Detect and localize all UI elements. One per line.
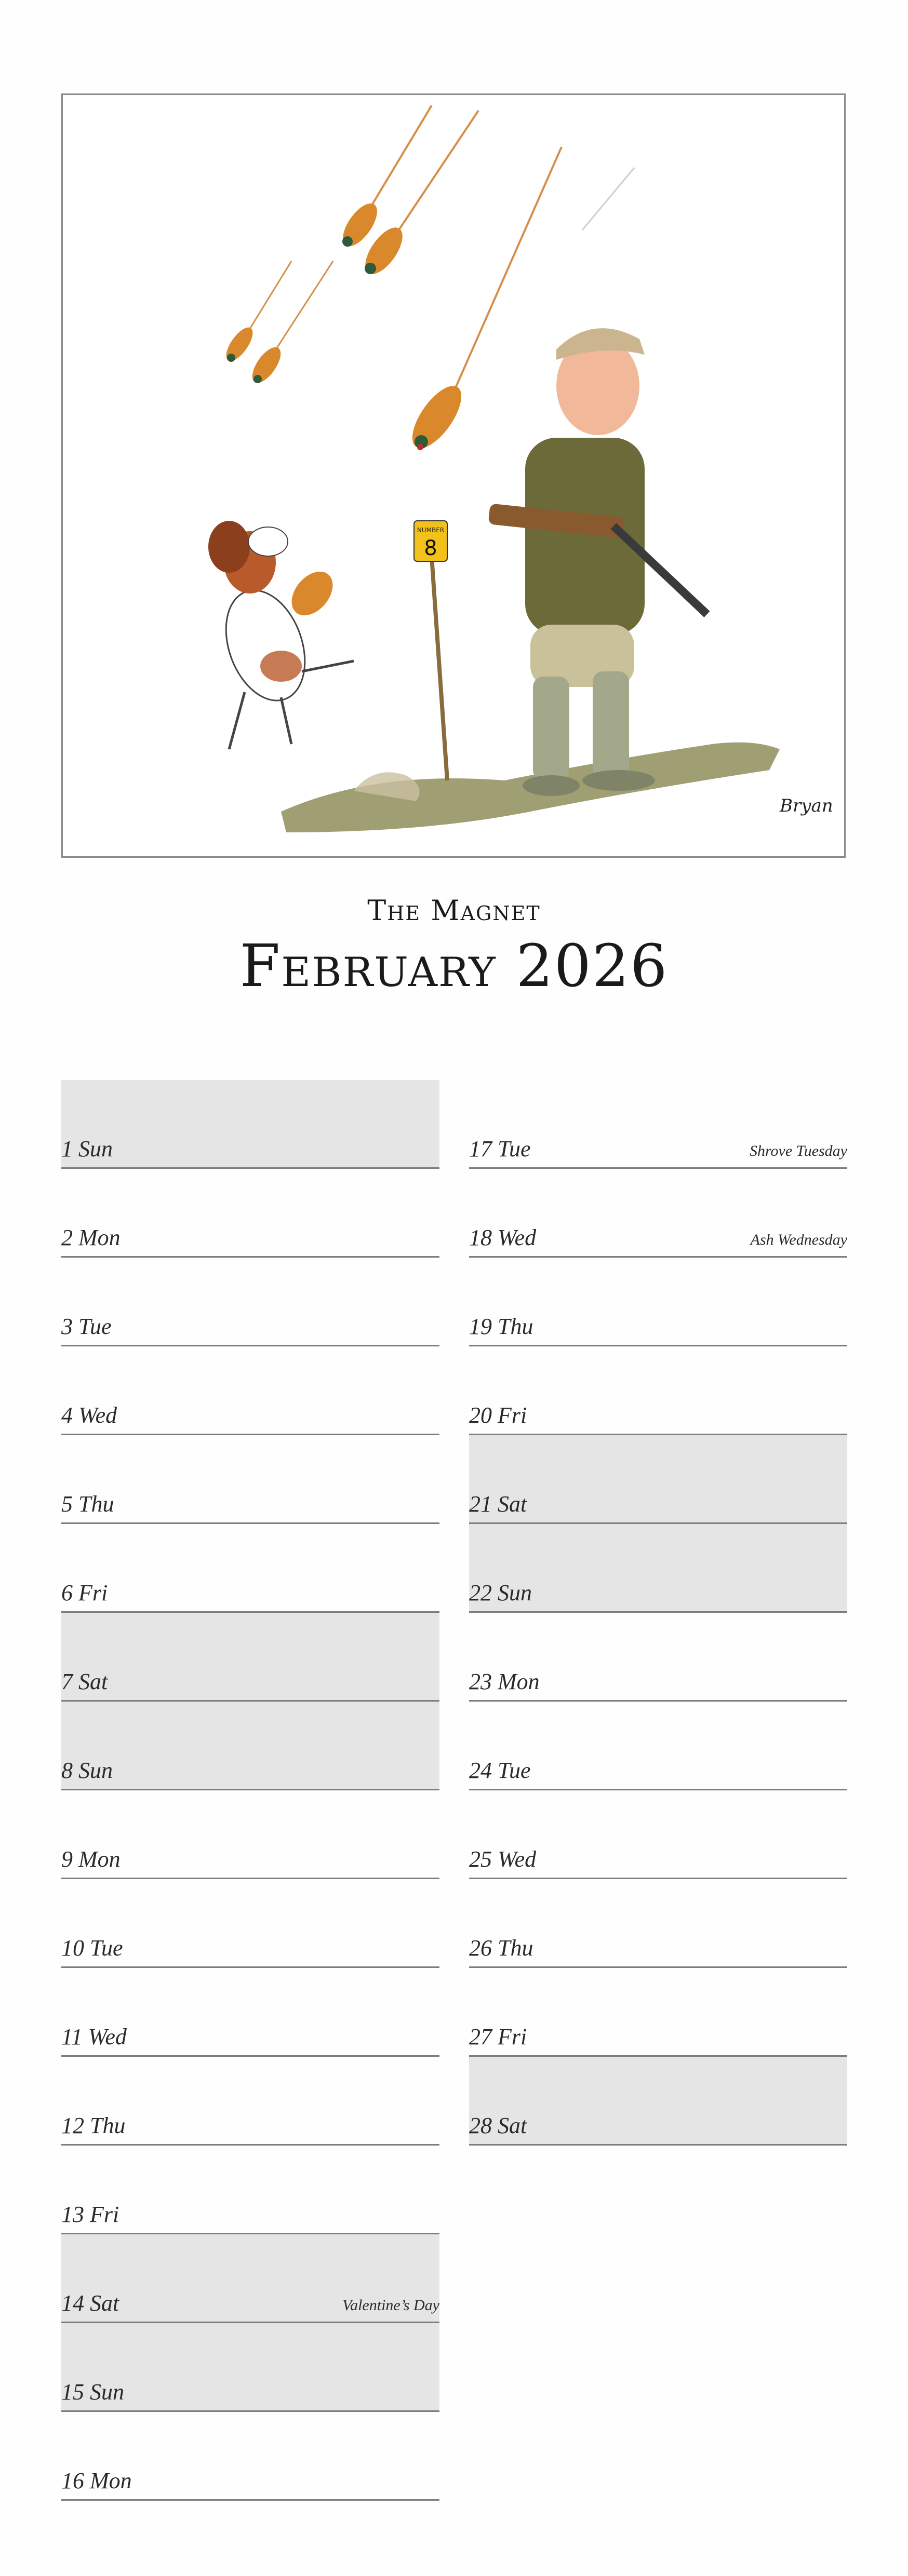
pheasant-4 [247, 261, 333, 387]
calendar-column-right [469, 1080, 847, 2146]
pheasant-3 [221, 261, 291, 365]
calendar-day-row [469, 1613, 847, 1702]
day-label: 16 Mon [61, 2468, 132, 2493]
calendar-day-row [469, 1524, 847, 1613]
day-label: 24 Tue [469, 1758, 531, 1783]
calendar-day-row [61, 2412, 439, 2501]
holiday-note: Ash Wednesday [750, 1231, 847, 1248]
peg-label: NUMBER [417, 527, 445, 534]
calendar-day-row [61, 1524, 439, 1613]
shooter-man [488, 328, 707, 796]
day-label: 17 Tue [469, 1136, 531, 1162]
cartoon-illustration [63, 95, 844, 856]
calendar-day-row [469, 1080, 847, 1169]
day-label: 5 Thu [61, 1491, 114, 1517]
day-label: 28 Sat [469, 2113, 527, 2138]
calendar-day-row [469, 1346, 847, 1435]
day-label: 26 Thu [469, 1935, 533, 1961]
day-label: 11 Wed [61, 2024, 127, 2049]
day-label: 6 Fri [61, 1580, 108, 1606]
day-label: 4 Wed [61, 1402, 117, 1428]
calendar-day-row [61, 1968, 439, 2057]
calendar-day-row [469, 1968, 847, 2057]
pheasant-5 [403, 147, 562, 456]
day-label: 18 Wed [469, 1225, 537, 1250]
calendar-day-row [469, 1435, 847, 1524]
day-label: 15 Sun [61, 2379, 124, 2405]
day-label: 9 Mon [61, 1846, 121, 1872]
calendar-day-row [61, 1613, 439, 1702]
day-label: 8 Sun [61, 1758, 113, 1783]
pheasant-1 [336, 105, 432, 252]
day-label: 7 Sat [61, 1669, 108, 1694]
calendar-day-row [469, 1702, 847, 1790]
day-label: 21 Sat [469, 1491, 527, 1517]
day-label: 2 Mon [61, 1225, 121, 1250]
calendar-day-row [61, 1346, 439, 1435]
peg-number: 8 [424, 536, 437, 560]
holiday-note: Shrove Tuesday [749, 1142, 847, 1159]
day-label: 13 Fri [61, 2202, 119, 2227]
artist-signature: Bryan [780, 795, 833, 816]
calendar-day-row [469, 1790, 847, 1879]
calendar-day-row [469, 1258, 847, 1346]
calendar-day-row [61, 2323, 439, 2412]
calendar-day-row [61, 2146, 439, 2234]
holiday-note: Valentine’s Day [342, 2297, 439, 2314]
calendar-day-row [469, 1169, 847, 1258]
calendar-day-row [61, 1258, 439, 1346]
calendar-day-row [61, 1790, 439, 1879]
day-label: 3 Tue [61, 1314, 112, 1339]
day-label: 27 Fri [469, 2024, 527, 2049]
day-label: 22 Sun [469, 1580, 532, 1606]
calendar-day-row [61, 1080, 439, 1169]
calendar-column-left [61, 1080, 439, 2501]
calendar-day-row [469, 1879, 847, 1968]
day-label: 20 Fri [469, 1402, 527, 1428]
day-label: 10 Tue [61, 1935, 123, 1961]
day-label: 25 Wed [469, 1846, 537, 1872]
peg-marker [414, 521, 447, 780]
calendar-day-row [61, 2234, 439, 2323]
calendar-day-row [61, 1435, 439, 1524]
day-label: 23 Mon [469, 1669, 540, 1694]
calendar-day-row [61, 1879, 439, 1968]
day-label: 1 Sun [61, 1136, 113, 1162]
calendar-day-row [61, 2057, 439, 2146]
day-label: 12 Thu [61, 2113, 126, 2138]
illustration-frame [61, 93, 846, 858]
calendar-day-row [469, 2057, 847, 2146]
illustration-subtitle: The Magnet [367, 894, 541, 927]
spaniel-dog [208, 521, 354, 749]
pheasant-2 [358, 111, 478, 280]
day-label: 19 Thu [469, 1314, 533, 1339]
calendar-day-row [61, 1702, 439, 1790]
page-title: February 2026 [239, 933, 669, 1000]
calendar-day-row [61, 1169, 439, 1258]
day-label: 14 Sat [61, 2290, 119, 2316]
streak [582, 168, 634, 230]
